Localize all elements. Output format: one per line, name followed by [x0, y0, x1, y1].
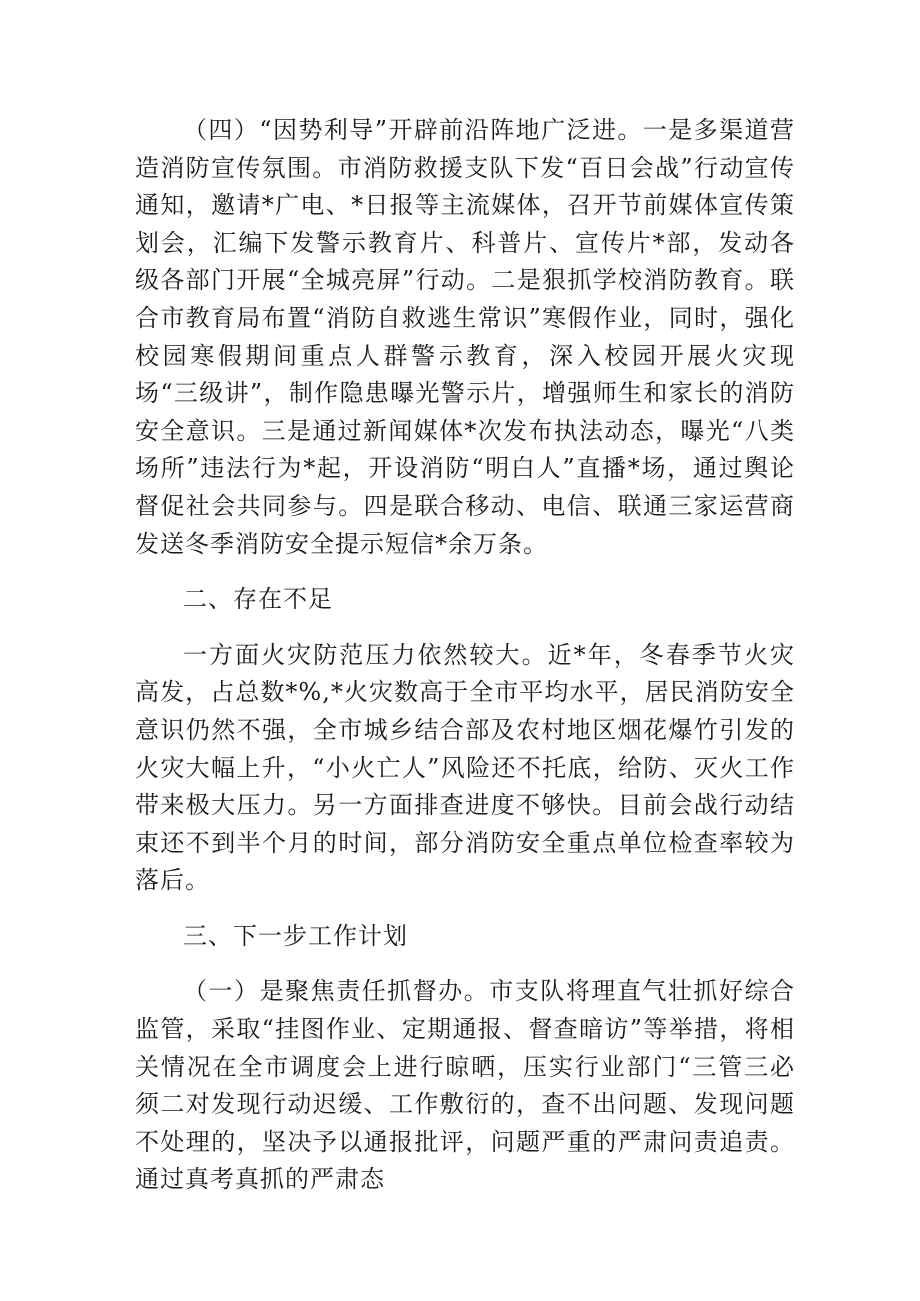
paragraph-plan-1: （一）是聚焦责任抓督办。市支队将理直气壮抓好综合监管，采取“挂图作业、定期通报、督查暗访”等举措，将相关情况在全市调度会上进行晾晒，压实行业部门“三管三必须二对发现行动迟缓、工作敷衍的，查不出问题、发现问题不处理的，坚决予以通报批评，问题严重的严肃问责追责。通过真考真抓的严肃态 — [135, 977, 795, 1194]
section-heading-shortcomings: 二、存在不足 — [183, 585, 333, 614]
paragraph-publicity: （四）“因势利导”开辟前沿阵地广泛进。一是多渠道营造消防宣传氛围。市消防救援支队下发“百日会战”行动宣传通知，邀请*广电、*日报等主流媒体，召开节前媒体宣传策划会，汇编下发警示教育片、科普片、宣传片*部，发动各级各部门开展“全城亮屏”行动。二是狠抓学校消防教育。联合市教育局布置“消防自救逃生常识”寒假作业，同时，强化校园寒假期间重点人群警示教育，深入校园开展火灾现场“三级讲”，制作隐患曝光警示片，增强师生和家长的消防安全意识。三是通过新闻媒体*次发布执法动态，曝光“八类场所”违法行为*起，开设消防“明白人”直播*场，通过舆论督促社会共同参与。四是联合移动、电信、联通三家运营商发送冬季消防安全提示短信*余万条。 — [135, 116, 795, 558]
section-heading-next-steps: 三、下一步工作计划 — [183, 921, 408, 950]
document-body — [135, 112, 795, 1199]
paragraph-shortcomings: 一方面火灾防范压力依然较大。近*年，冬春季节火灾高发，占总数*%,*火灾数高于全市平均水平，居民消防安全意识仍然不强，全市城乡结合部及农村地区烟花爆竹引发的火灾大幅上升，“小火亡人”风险还不托底，给防、灭火工作带来极大压力。另一方面排查进度不够快。目前会战行动结束还不到半个月的时间，部分消防安全重点单位检查率较为落后。 — [135, 640, 795, 895]
